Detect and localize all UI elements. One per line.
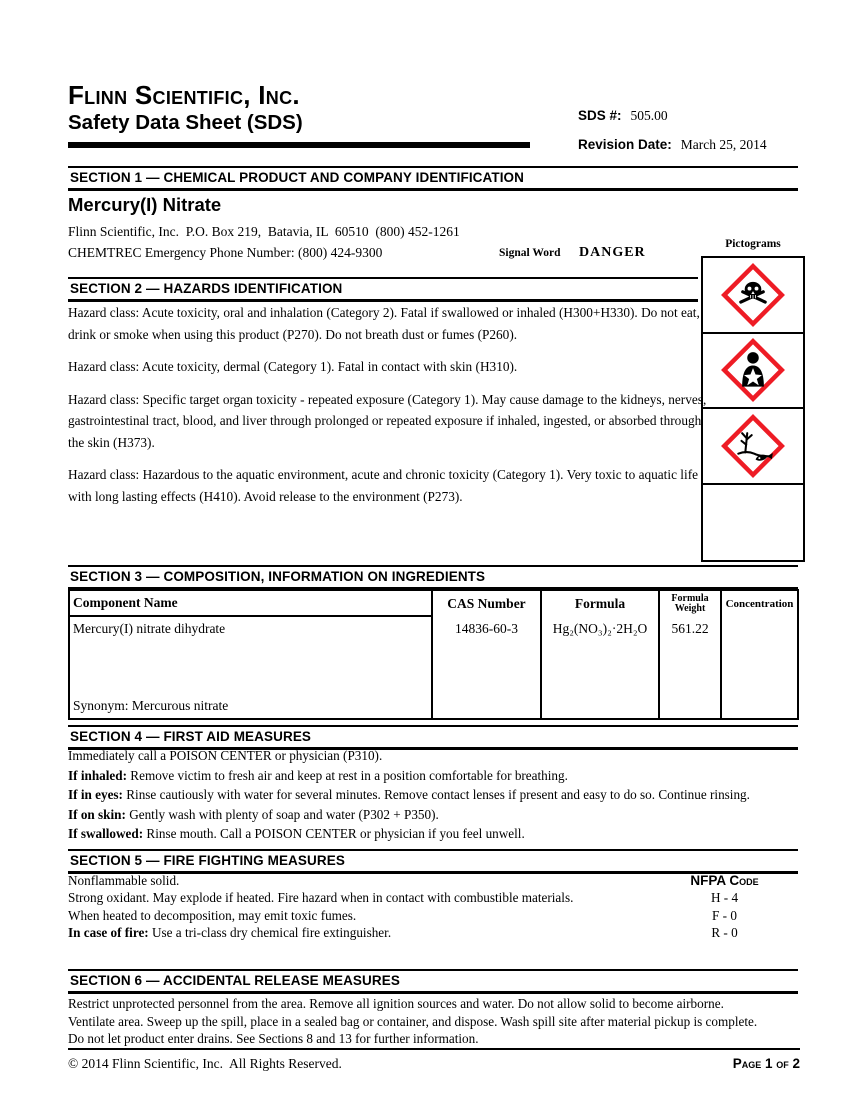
- first-aid-line: If on skin: Gently wash with plenty of soap and water (P302 + P350).: [68, 806, 439, 822]
- first-aid-lines: [68, 746, 750, 844]
- first-aid-line: Immediately call a POISON CENTER or physician (P310).: [68, 748, 383, 763]
- skull-crossbones-icon: [721, 263, 785, 327]
- hazard-paragraph: Hazard class: Acute toxicity, dermal (Category 1). Fatal in contact with skin (H310).: [68, 359, 518, 374]
- formula-value: Hg₂(NO₃)₂·2H₂O: [542, 617, 660, 718]
- document-title: Safety Data Sheet (SDS): [68, 111, 303, 134]
- first-aid-line: If swallowed: Rinse mouth. Call a POISON CENTER or physician if you feel unwell.: [68, 826, 525, 841]
- fire-fighting-lines: [68, 872, 573, 942]
- sds-number-label: SDS #:: [578, 108, 622, 123]
- section-4-header: SECTION 4 — FIRST AID MEASURES: [68, 725, 798, 750]
- fire-fighting-line: When heated to decomposition, may emit toxic fumes.: [68, 907, 357, 923]
- page-number: Page 1 of 2: [732, 1056, 800, 1071]
- hazard-paragraph: Hazard class: Acute toxicity, oral and inhalation (Category 2). Fatal if swallowed or inhaled (H300+H330). Do not eat, drink or smoke when using this product (P270). Do not breath dust or fumes (P260).: [68, 305, 700, 342]
- sds-number-value: 505.00: [630, 108, 668, 123]
- table-row: [70, 617, 433, 718]
- composition-table: [68, 589, 799, 720]
- pictogram-cell-2: [703, 334, 803, 410]
- environment-icon: [721, 414, 785, 478]
- formula-weight-value: 561.22: [660, 617, 722, 718]
- fire-fighting-line: Strong oxidant. May explode if heated. Fire hazard when in contact with combustible materials.: [68, 890, 574, 906]
- nfpa-health-code: H - 4: [710, 890, 739, 906]
- signal-word-label: Signal Word: [499, 247, 561, 259]
- section-3-header: SECTION 3 — COMPOSITION, INFORMATION ON INGREDIENTS: [68, 565, 798, 590]
- cas-number-value: 14836-60-3: [433, 617, 542, 718]
- component-name-value: Mercury(I) nitrate dihydrate: [73, 621, 226, 636]
- company-address: Flinn Scientific, Inc. P.O. Box 219, Batavia, IL 60510 (800) 452-1261: [68, 224, 460, 239]
- pictograms-label: Pictograms: [725, 238, 781, 250]
- column-header-component: Component Name: [70, 591, 433, 617]
- footer-rule: [68, 1048, 800, 1050]
- nfpa-reactivity-code: R - 0: [711, 925, 738, 941]
- hazard-paragraph: Hazard class: Specific target organ toxicity - repeated exposure (Category 1). May cause damage to the kidneys, nerves, gastrointestinal tract, blood, and liver through prolonged or repeated exposure if inhaled, ingested, or absorbed through the skin (H373).: [68, 391, 707, 450]
- emergency-phone: CHEMTREC Emergency Phone Number: (800) 424-9300: [68, 245, 383, 260]
- first-aid-line: If inhaled: Remove victim to fresh air and keep at rest in a position comfortable for breathing.: [68, 767, 568, 783]
- pictograms-box: [701, 256, 805, 562]
- accidental-release-line: Do not let product enter drains. See Sections 8 and 13 for further information.: [68, 1031, 479, 1047]
- first-aid-line: If in eyes: Rinse cautiously with water for several minutes. Remove contact lenses if present and easy to do so. Continue rinsing.: [68, 787, 750, 802]
- section-5-header: SECTION 5 — FIRE FIGHTING MEASURES: [68, 849, 798, 874]
- concentration-value: [722, 617, 797, 718]
- column-header-cas: CAS Number: [433, 591, 542, 617]
- accidental-release-lines: [68, 995, 757, 1048]
- revision-date-row: [578, 137, 767, 153]
- synonym-note: Synonym: Mercurous nitrate: [73, 698, 229, 713]
- accidental-release-line: Restrict unprotected personnel from the area. Remove all ignition sources and water. Do not allow solid to become airborne.: [68, 996, 724, 1011]
- section-2-header: SECTION 2 — HAZARDS IDENTIFICATION: [68, 277, 698, 302]
- column-header-formula: Formula: [542, 591, 660, 617]
- product-name: Mercury(I) Nitrate: [68, 194, 222, 215]
- section-1-header: SECTION 1 — CHEMICAL PRODUCT AND COMPANY IDENTIFICATION: [68, 166, 798, 191]
- revision-date-value: March 25, 2014: [680, 137, 767, 152]
- sds-number-row: [578, 108, 668, 124]
- nfpa-code-block: [672, 872, 777, 942]
- column-header-formula-weight: Formula Weight: [660, 591, 722, 617]
- fire-fighting-line: In case of fire: Use a tri-class dry chemical fire extinguisher.: [68, 925, 392, 941]
- header-rule: [68, 142, 530, 148]
- copyright-text: © 2014 Flinn Scientific, Inc. All Rights Reserved.: [68, 1056, 342, 1071]
- pictogram-cell-3: [703, 409, 803, 485]
- hazard-paragraphs: [68, 302, 708, 518]
- nfpa-code-label: NFPA Code: [690, 873, 759, 888]
- page-footer: [68, 1056, 800, 1072]
- signal-word-value: DANGER: [579, 245, 646, 260]
- column-header-concentration: Concentration: [725, 598, 794, 610]
- hazard-paragraph: Hazard class: Hazardous to the aquatic environment, acute and chronic toxicity (Category 1). Very toxic to aquatic life with long lasting effects (H410). Avoid release to the environment (P273).: [68, 467, 699, 504]
- section-6-header: SECTION 6 — ACCIDENTAL RELEASE MEASURES: [68, 969, 798, 994]
- nfpa-fire-code: F - 0: [712, 907, 737, 923]
- fire-fighting-line: Nonflammable solid.: [68, 873, 180, 888]
- health-hazard-icon: [721, 338, 785, 402]
- pictogram-cell-1: [703, 258, 803, 334]
- accidental-release-line: Ventilate area. Sweep up the spill, place in a sealed bag or container, and dispose. Wash spill site after material pickup is complete.: [68, 1013, 758, 1029]
- revision-date-label: Revision Date:: [578, 137, 672, 152]
- emergency-phone-row: [68, 245, 800, 261]
- pictogram-cell-empty: [703, 485, 803, 561]
- company-name: Flinn Scientific, Inc.: [68, 80, 300, 110]
